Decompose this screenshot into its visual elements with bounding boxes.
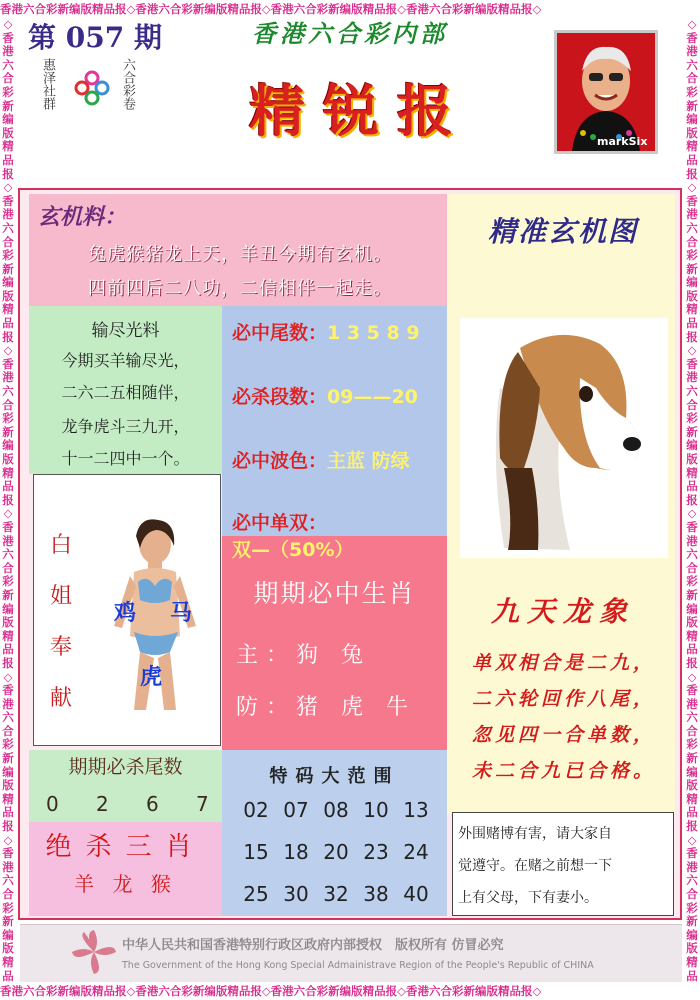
dragon-line: 忽见四一合单数， <box>471 724 656 746</box>
range-number: 08 <box>323 798 349 822</box>
dragon-line: 二六轮回作八尾， <box>471 688 656 710</box>
lose-line: 龙争虎斗三九开， <box>61 417 190 436</box>
lose-line: 二六二五相随伴， <box>61 383 190 402</box>
range-number: 15 <box>243 840 269 864</box>
range-number: 18 <box>283 840 309 864</box>
dragon-title: 九天龙象 <box>490 595 635 628</box>
flower-logo-icon <box>74 70 110 106</box>
range-number: 40 <box>403 882 429 906</box>
left-border-strip: ◇香港六合彩新编版精品报◇香港六合彩新编版精品报◇香港六合彩新编版精品报◇香港六合彩新编版精品报◇香港六合彩新编版精品报◇香港六合彩新编版精品 <box>2 18 14 982</box>
dog-picture <box>460 318 668 558</box>
warning-line: 上有父母，下有妻小。 <box>458 890 598 906</box>
tag-left-text: 惠泽社群 <box>40 58 55 110</box>
sure-wave-line: 必中波色：主蓝 防绿 <box>232 450 410 472</box>
girl-zodiac-1: 鸡 <box>114 600 137 626</box>
range-number: 24 <box>403 840 429 864</box>
tail-digit: 7 <box>196 792 209 816</box>
range-number: 32 <box>323 882 349 906</box>
tag-right-text: 六合彩卷 <box>120 58 135 110</box>
lottery-tag <box>120 58 135 124</box>
sure-odd-line: 必中单双：双—（50%） <box>232 512 354 561</box>
range-number: 07 <box>283 798 309 822</box>
bottom-border-strip: 香港六合彩新编版精品报◇香港六合彩新编版精品报◇香港六合彩新编版精品报◇香港六合彩新编版精品报◇ <box>0 984 542 998</box>
range-number: 38 <box>363 882 389 906</box>
tail-title: 期期必杀尾数 <box>68 756 183 778</box>
portrait-photo <box>554 30 658 154</box>
tail-digit: 6 <box>146 792 159 816</box>
riddle-line: 兔虎猴猪龙上天，羊丑今期有玄机。 <box>88 244 392 265</box>
page-title: 精锐报 <box>249 79 471 145</box>
range-number: 30 <box>283 882 309 906</box>
warning-line: 外围赌博有害，请大家自 <box>458 826 612 842</box>
zodiac-main: 主：狗 兔 <box>236 643 371 668</box>
warning-line: 觉遵守。在赌之前想一下 <box>458 858 612 874</box>
lose-title: 输尽光料 <box>91 321 160 341</box>
sure-tail-line: 必中尾数：1 3 5 8 9 <box>232 322 420 344</box>
range-number: 02 <box>243 798 269 822</box>
dog-icon <box>460 318 668 558</box>
range-number: 25 <box>243 882 269 906</box>
header-subtitle: 香港六合彩内部 <box>252 19 448 48</box>
girl-zodiac-2: 马 <box>170 600 193 626</box>
tail-digit: 2 <box>96 792 109 816</box>
lose-line: 十一二四中一个。 <box>61 449 190 468</box>
dragon-line: 单双相合是二九， <box>471 652 656 674</box>
precise-chart-title: 精准玄机图 <box>487 215 638 248</box>
range-number: 13 <box>403 798 429 822</box>
portrait-figure-icon <box>557 33 655 151</box>
range-number: 10 <box>363 798 389 822</box>
top-border-strip: 香港六合彩新编版精品报◇香港六合彩新编版精品报◇香港六合彩新编版精品报◇香港六合彩新编版精品报◇ <box>0 2 542 16</box>
lose-line: 今期买羊输尽光， <box>61 351 190 370</box>
riddle-line: 四前四后二八功，二信相伴一起走。 <box>88 278 392 299</box>
dragon-line: 未二合九已合格。 <box>471 760 656 782</box>
mark-six-logo: markSix <box>597 135 648 148</box>
range-title: 特码大范围 <box>269 766 400 787</box>
sure-kill-line: 必杀段数：09——20 <box>232 386 418 408</box>
zodiac-title: 期期必中生肖 <box>253 579 416 608</box>
group-tag <box>40 58 55 124</box>
issue-number: 第 057 期 <box>28 21 162 54</box>
range-number: 23 <box>363 840 389 864</box>
footer-band <box>20 924 682 982</box>
right-border-strip: ◇香港六合彩新编版精品报◇香港六合彩新编版精品报◇香港六合彩新编版精品报◇香港六合彩新编版精品报◇香港六合彩新编版精品报◇香港六合彩新编版精品 <box>686 18 698 982</box>
girl-zodiac-3: 虎 <box>140 664 163 690</box>
zodiac-guard: 防：猪 虎 牛 <box>236 695 416 720</box>
bauhinia-emblem-icon <box>70 928 118 976</box>
tail-digit: 0 <box>46 792 59 816</box>
footer-copyright-en: The Government of the Hong Kong Special Admainistrave Region of the People's Republic of CHINA <box>122 960 594 971</box>
footer-copyright-cn: 中华人民共和国香港特别行政区政府内部授权 版权所有 仿冒必究 <box>122 938 504 953</box>
range-number: 20 <box>323 840 349 864</box>
girl-side-text: 白 姐 奉 献 <box>49 533 72 711</box>
riddle-title: 玄机料： <box>38 204 127 230</box>
three-kill-title: 绝杀三肖 <box>45 832 206 862</box>
three-kill-names: 羊 龙 猴 <box>74 872 177 896</box>
